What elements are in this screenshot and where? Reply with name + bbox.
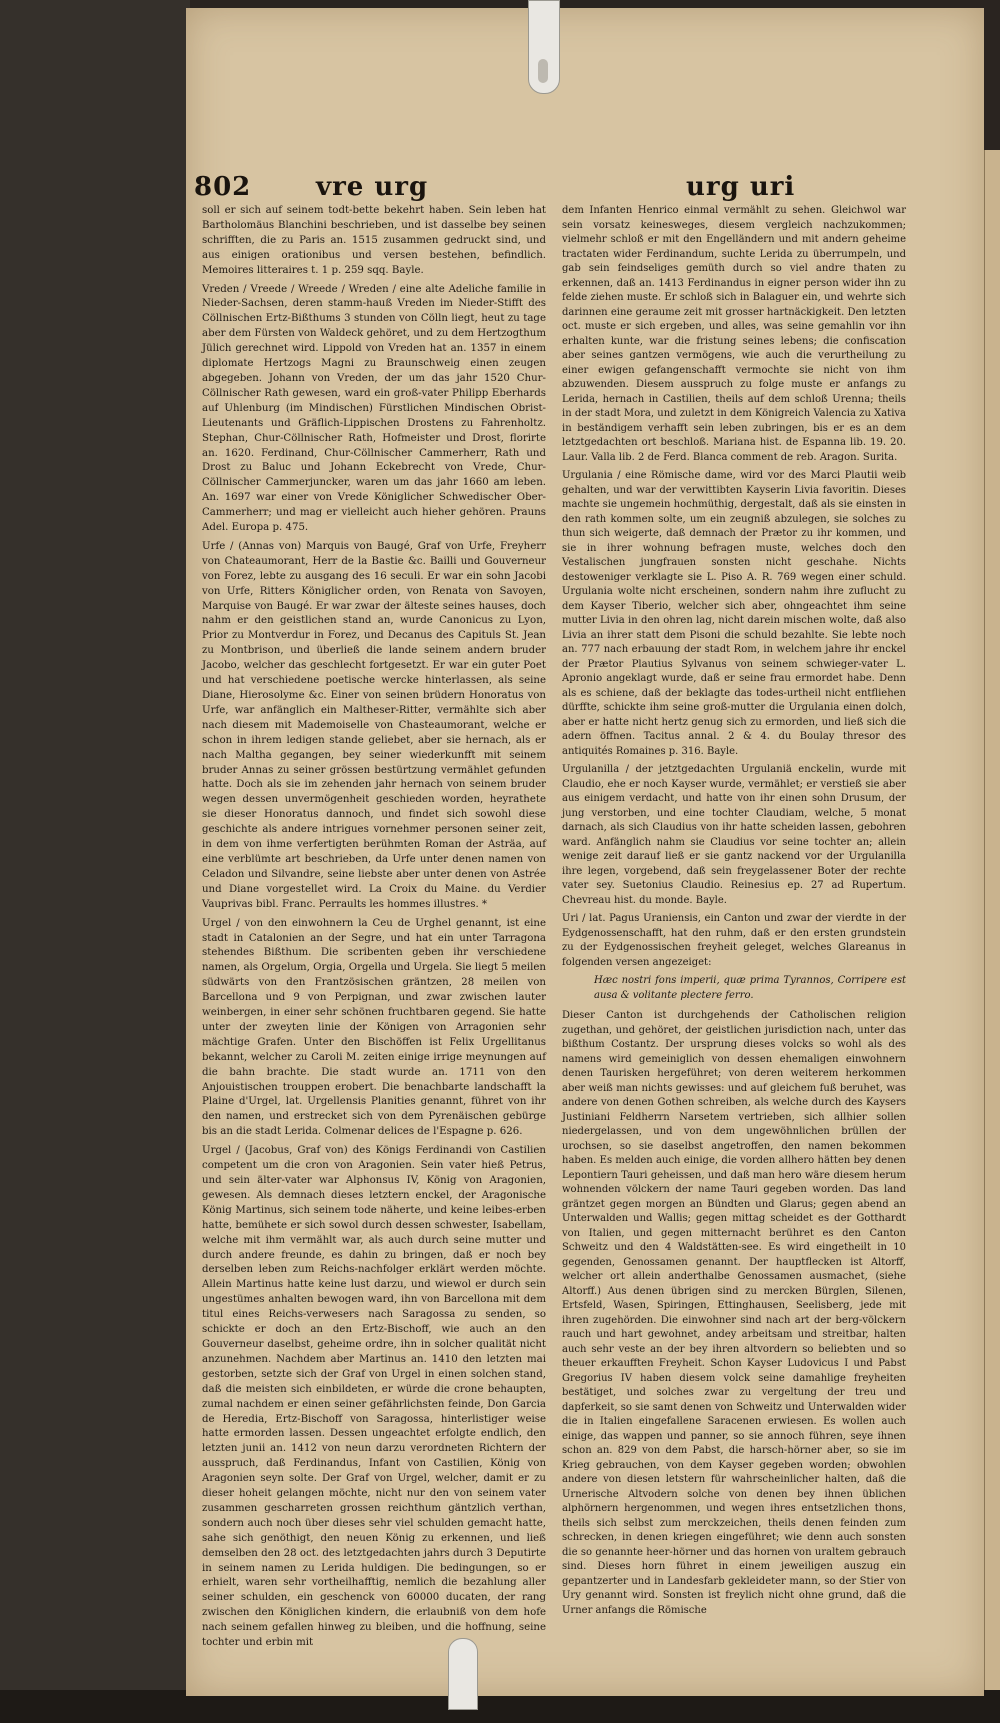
entry-uri: Uri / lat. Pagus Uraniensis, ein Canton und zwar der vierdte in der Eydgenossenschafft, hat den ruhm, daß er den ersten grundstein zu der Eydgenossischen freyheit geleget, welches Glareanus in folgenden versen angezeiget: <box>562 913 906 968</box>
entry-urgulania: Urgulania / eine Römische dame, wird vor des Marci Plautii weib gehalten, und war der verwittibten Kayserin Livia favoritin. Dieses machte sie ungemein hochmüthig, dergestalt, daß als sie einsten in den rath kommen solte, um ein zeugniß abzulegen, sie solches zu thun sich weigerte, daß demnach der Prætor zu ihr kommen, und sie in ihrer wohnung befragen muste, welches doch den Vestalischen jungfrauen sonsten nicht geschahe. Nichts destoweniger verklagte sie L. Piso A. R. 769 wegen einer schuld. Urgulania wolte nicht erscheinen, sondern nahm ihre zuflucht zu dem Kayser Tiberio, welcher sich aber, ohngeachtet ihm seine mutter Livia in den ohren lag, nicht darein mischen wolte, daß also Livia an ihrer statt dem Pisoni die schuld bezahlte. Sie lebte noch an. 777 nach erbauung der stadt Rom, in welchem jahre ihr enckel der Prætor Plautius Sylvanus von seinem schwieger-vater L. Apronio angeklagt wurde, daß er seine frau ermordet habe. Denn als es schiene, daß der beklagte das todes-urtheil nicht entfliehen dürffte, schickte ihm seine groß-mutter die Urgulania einen dolch, aber er hatte nicht hertz genug sich zu ermorden, und ließ sich die adern öffnen. Tacitus annal. 2 & 4. du Boulay thresor des antiquités Romaines p. 316. Bayle. <box>562 470 906 757</box>
page-number: 802 <box>194 172 252 202</box>
page-clip-top <box>528 0 560 94</box>
entry-urgel-jacobus: Urgel / (Jacobus, Graf von) des Königs Ferdinandi von Castilien competent um die cron von Aragonien. Sein vater hieß Petrus, und sein älter-vater war Alphonsus IV, König von Aragonien, gewesen. Als demnach dieses letztern enckel, der Aragonische König Martinus, sich seinem tode näherte, und keine leibes-erben hatte, bemühete er sich sowol durch dessen schwester, Isabellam, welche mit ihm vermählt war, als auch durch seine mutter und durch andere freunde, es dahin zu bringen, daß er noch bey derselben leben zum Reichs-nachfolger erklärt werden möchte. Allein Martinus hatte keine lust darzu, und wiewol er durch sein ungestümes anhalten bewogen ward, ihn von Barcellona mit dem titul eines Reichs-verwesers nach Saragossa zu senden, so schickte er doch an den Ertz-Bischoff, wie auch an den Gouverneur daselbst, geheime ordre, ihn in solcher qualität nicht anzunehmen. Nachdem aber Martinus an. 1410 den letzten mai gestorben, setzte sich der Graf von Urgel in einen solchen stand, daß die meisten sich einbildeten, er würde die crone behaupten, zumal nachdem er einen seiner gefährlichsten feinde, Don Garcia de Heredia, Ertz-Bischoff von Saragossa, hinterlistiger weise hatte ermorden lassen. Dessen ungeachtet erfolgte endlich, den letzten junii an. 1412 von neun darzu verordneten Richtern der ausspruch, daß Ferdinandus, Infant von Castilien, König von Aragonien seyn solte. Der Graf von Urgel, welcher, damit er zu dieser hoheit gelangen möchte, nicht nur den von seinem vater zusammen gescharreten grossen reichthum gäntzlich verthan, sondern auch noch über dieses sehr viel schulden gemacht hatte, sahe sich genöthigt, den neuen König zu erkennen, und ließ demselben den 28 oct. des letztgedachten jahrs durch 3 Deputirte in seinem namen zu Lerida huldigen. Die bedingungen, so er erhielt, waren sehr vortheilhafftig, nemlich die bezahlung aller seiner schulden, ein geschenck von 60000 ducaten, der rang zwischen den Königlichen kindern, die erlaubniß von dem hofe nach seinem gefallen hinweg zu bleiben, und die hoffnung, seine tochter und erbin mit <box>202 1145 546 1649</box>
book-page <box>186 8 984 1696</box>
right-running-head: urg uri <box>686 172 796 202</box>
scan-background-left <box>0 0 190 1723</box>
page-clip-bottom <box>448 1638 478 1710</box>
left-running-head: vre urg <box>316 172 429 202</box>
right-column <box>562 204 906 1622</box>
entry-urfe: Urfe / (Annas von) Marquis von Baugé, Graf von Urfe, Freyherr von Chateaumorant, Herr de la Bastie &c. Bailli und Gouverneur von Forez, lebte zu ausgang des 16 seculi. Er war ein sohn Jacobi von Urfe, Ritters Königlicher orden, von Renata von Savoyen, Marquise von Baugé. Er war zwar der älteste seines hauses, doch nahm er den geistlichen stand an, wurde Canonicus zu Lyon, Prior zu Montverdur in Forez, und Decanus des Capituls St. Jean zu Montbrison, und überließ die lande seinem andern bruder Jacobo, welcher das geschlecht fortgesetzt. Er war ein guter Poet und hat verschiedene poetische wercke hinterlassen, als seine Diane, Hierosolyme &c. Einer von seinen brüdern Honoratus von Urfe, war anfänglich ein Maltheser-Ritter, vermählte sich aber nach diesem mit Mademoiselle von Chasteaumorant, welche er schon in ihrem ledigen stande geliebet, aber sie hernach, als er nach Maltha gegangen, bey seiner wiederkunfft mit seinem bruder Annas zu seiner grössen bestürtzung vermählet gefunden hatte. Doch als sie im zehenden jahr hernach von seinem bruder wegen dessen unvermögenheit geschieden worden, heyrathete sie dieser Honoratus dannoch, und findet sich sowohl diese geschichte als andere intrigues vornehmer personen seiner zeit, in dem von ihme verfertigten berühmten Roman der Asträa, auf eine verblümte art beschrieben, da Urfe unter denen namen von Celadon und Silvandre, seine liebste aber unter denen von Astrée und Diane vorgestellet wird. La Croix du Maine. du Verdier Vauprivas bibl. Franc. Perraults les hommes illustres. * <box>202 540 546 910</box>
entry-urgel-continuation: dem Infanten Henrico einmal vermählt zu sehen. Gleichwol war sein vorsatz keinesweges, diesem vergleich nachzukommen; vielmehr schloß er mit den Engelländern und mit andern geheime tractaten wider Ferdinandum, suchte Lerida zu überrumpeln, und gab sein feindseliges gemüth durch so viel andre thaten zu erkennen, daß an. 1413 Ferdinandus in eigner person wider ihn zu felde ziehen muste. Er schloß sich in Balaguer ein, und wehrte sich darinnen eine geraume zeit mit grosser hartnäckigkeit. Den letzten oct. muste er sich ergeben, und alles, was seine gemahlin vor ihn erhalten kunte, war die fristung seines lebens; die confiscation aber seines gantzen vermögens, wie auch die verurtheilung zu einer ewigen gefangenschafft vermochte sie nicht von ihm abzuwenden. Diesem ausspruch zu folge muste er anfangs zu Lerida, hernach in Castilien, theils auf dem schloß Urenna; theils in der stadt Mora, und zuletzt in dem Königreich Valencia zu Xativa in beständigem verhafft sein leben zubringen, bis er es an dem letztgedachten ort beschloß. Mariana hist. de Espanna lib. 19. 20. Laur. Valla lib. 2 de Ferd. Blanca comment de reb. Aragon. Surita. <box>562 205 906 463</box>
adjacent-page-edge <box>984 150 1000 1690</box>
latin-verse-quote: Hæc nostri fons imperii, quæ prima Tyrannos, Corripere est ausa & volitante plectere ferro. <box>594 975 906 1001</box>
entry-urgel-city: Urgel / von den einwohnern la Ceu de Urghel genannt, ist eine stadt in Catalonien an der Segre, und hat ein unter Tarragona stehendes Bißthum. Die scribenten geben ihr verschiedene namen, als Orgelum, Orgia, Orgella und Urgela. Sie liegt 5 meilen südwärts von den Frantzösischen gräntzen, 28 meilen von Barcellona und 9 von Perpignan, und zwar zwischen lauter weinbergen, in einer sehr schönen fruchtbaren gegend. Sie hatte unter der zweyten linie der Königen von Arragonien sehr mächtige Grafen. Unter den Bischöffen ist Felix Urgellitanus bekannt, welcher zu Caroli M. zeiten einige irrige meynungen auf die bahn brachte. Die stadt wurde an. 1711 von den Anjouistischen trouppen erobert. Die benachbarte landschafft la Plaine d'Urgel, lat. Urgellensis Planities genannt, führet von ihr den namen, und erstrecket sich von dem Pyrenäischen gebürge bis an die stadt Lerida. Colmenar delices de l'Espagne p. 626. <box>202 917 546 1138</box>
entry-bayle-continuation: soll er sich auf seinem todt-bette bekehrt haben. Sein leben hat Bartholomäus Blanchini beschrieben, und ist dasselbe bey seinen schrifften, die zu Paris an. 1515 zusammen gedruckt sind, und aus einigen orationibus und versen bestehen, befindlich. Memoires litteraires t. 1 p. 259 sqq. Bayle. <box>202 205 546 276</box>
entry-vreden: Vreden / Vreede / Wreede / Wreden / eine alte Adeliche familie in Nieder-Sachsen, deren stamm-hauß Vreden im Nieder-Stifft des Cöllnischen Ertz-Bißthums 3 stunden von Cölln liegt, heut zu tage aber dem Fürsten von Waldeck gehöret, und zu dem Hertzogthum Jülich gerechnet wird. Lippold von Vreden hat an. 1357 in einem diplomate Hertzogs Magni zu Braunschweig einen zeugen abgegeben. Johann von Vreden, der um das jahr 1520 Chur-Cöllnischer Rath gewesen, ward ein groß-vater Philipp Eberhards auf Uhlenburg (im Mindischen) Fürstlichen Mindischen Obrist-Lieutenants und Gräflich-Lippischen Drostens zu Fahrenholtz. Stephan, Chur-Cöllnischer Rath, Hofmeister und Drost, florirte an. 1620. Ferdinand, Chur-Cöllnischer Cammerherr, Rath und Drost zu Baluc und Johann Eckebrecht von Vrede, Chur-Cöllnischer Cammerjuncker, waren um das jahr 1660 am leben. An. 1697 war einer von Vrede Königlicher Schwedischer Ober-Cammerherr; und mag er vielleicht auch hieher gehören. Prauns Adel. Europa p. 475. <box>202 283 546 534</box>
entry-uri-description: Dieser Canton ist durchgehends der Catholischen religion zugethan, und gehöret, der geistlichen jurisdiction nach, unter das bißthum Costantz. Der ursprung dieses volcks so wohl als des namens wird gemeiniglich von dessen ehemaligen einwohnern denen Taurisken hergeführet; von deren weiterem herkommen aber weiß man nichts gewisses: und auf gleichem fuß beruhet, was andere von denen Gothen schreiben, als welche durch des Kaysers Justiniani Feldherrn Narsetem vertrieben, sich allhier sollen niedergelassen, und von dem ungewöhnlichen brüllen der urochsen, so sie daselbst angetroffen, den namen bekommen haben. Es melden auch einige, die vorden allhero hätten bey denen Lepontiern Tauri geheissen, und daß man hero wäre diesem herum wohnenden völckern der name Tauri gegeben worden. Das land gräntzet gegen morgen an Bündten und Glarus; gegen abend an Unterwalden und Wallis; gegen mittag scheidet es der Gotthardt von Italien, und gegen mitternacht berühret es den Canton Schweitz und den 4 Waldstätten-see. Es wird eingetheilt in 10 gegenden, Genossamen genannt. Der hauptflecken ist Altorff, welcher ort allein anderthalbe Genossamen ausmachet, (siehe Altorff.) Aus denen übrigen sind zu mercken Bürglen, Silenen, Ertsfeld, Wasen, Spiringen, Ettinghausen, Seelisberg, jede mit ihren zugehörden. Die einwohner sind nach art der berg-völckern rauch und hart gewohnet, andey arbeitsam und streitbar, halten auch sehr veste an der bey ihren altvordern so beliebten und so theuer erkaufften Freyheit. Schon Kayser Ludovicus I und Pabst Gregorius IV haben diesem volck seine damahlige freyheiten bestätiget, und solches zwar zu vergeltung der treu und dapferkeit, so sie samt denen von Schweitz und Unterwalden wider die in Italien eingefallene Saracenen erwiesen. Es wollen auch einige, das wappen und panner, so sie annoch führen, seye ihnen schon an. 829 von dem Pabst, die harsch-hörner aber, so sie im Krieg gebrauchen, von dem Kayser gegeben worden; obwohlen andere von diesen letstern für wahrscheinlicher halten, daß die Urnerische Altvodern solche von denen bey ihnen üblichen alphörnern hergenommen, und wegen ihres entsetzlichen thons, theils sich selbst zum merckzeichen, theils denen feinden zum schrecken, in denen kriegen eingeführet; wie denn auch sonsten die so genannte heer-hörner und das hornen von uraltem gebrauch sind. Dieses horn führet in einem jeweiligen auszug ein gepantzerter und in Landesfarb gekleideter mann, so der Stier von Ury genannt wird. Sonsten ist freylich nicht ohne grund, daß die Urner anfangs die Römische <box>562 1010 906 1616</box>
left-column <box>202 204 546 1655</box>
entry-urgulanilla: Urgulanilla / der jetztgedachten Urgulaniä enckelin, wurde mit Claudio, ehe er noch Kayser wurde, vermählet; er verstieß sie aber aus einigem verdacht, und hatte von ihr einen sohn Drusum, der jung verstorben, und eine tochter Claudiam, welche, 5 monat darnach, als sich Claudius von ihr hatte scheiden lassen, gebohren ward. Anfänglich nahm sie Claudius vor seine tochter an; allein wenige zeit darauf ließ er sie gantz nackend vor der Urgulanilla ihre legen, vorgebend, daß sein freygelassener Boter der rechte vater sey. Suetonius Claudio. Reinesius ep. 27 ad Rupertum. Chevreau hist. du monde. Bayle. <box>562 764 906 906</box>
